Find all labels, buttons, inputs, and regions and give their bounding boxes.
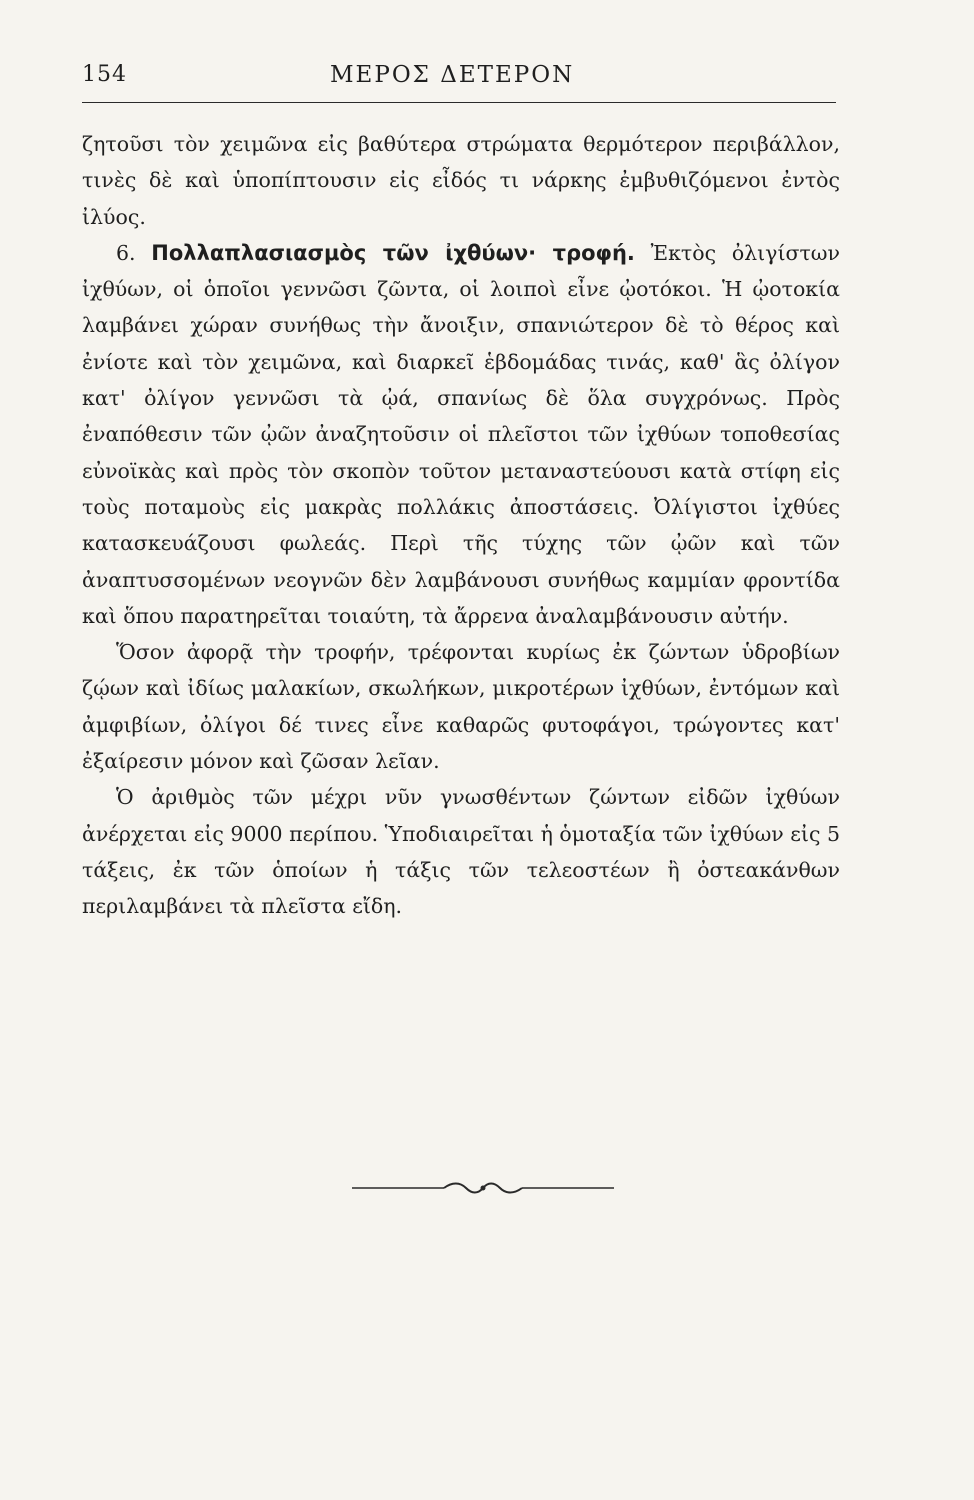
page-header <box>82 62 836 102</box>
body-text <box>82 126 840 925</box>
paragraph-continued: ζητοῦσι τὸν χειμῶνα εἰς βαθύτερα στρώματα θερμότερον περιβάλλον, τινὲς δὲ καὶ ὑποπίπτουσιν εἰς εἶδός τι νάρκης ἐμβυθιζόμενοι ἐντὸς ἰλύος. <box>82 132 840 229</box>
paragraph-food: Ὅσον ἀφορᾷ τὴν τροφήν, τρέφονται κυρίως ἐκ ζώντων ὑδροβίων ζῴων καὶ ἰδίως μαλακίων, σκωλήκων, μικροτέρων ἰχθύων, ἐντόμων καὶ ἀμφιβίων, ὀλίγοι δέ τινες εἶνε καθαρῶς φυτοφάγοι, τρώγοντες κατ' ἐξαίρεσιν μόνον καὶ ζῶσαν λεῖαν. <box>82 640 840 774</box>
section-number: 6. <box>116 240 136 265</box>
header-rule <box>82 102 836 103</box>
running-head: ΜΕΡΟΣ ΔΕΤΕΡΟΝ <box>330 62 575 88</box>
page-number: 154 <box>82 62 127 87</box>
paragraph-species-count: Ὁ ἀριθμὸς τῶν μέχρι νῦν γνωσθέντων ζώντων εἰδῶν ἰχθύων ἀνέρχεται εἰς 9000 περίπου. Ὑποδιαιρεῖται ἡ ὁμοταξία τῶν ἰχθύων εἰς 5 τάξεις, ἐκ τῶν ὁποίων ἡ τάξις τῶν τελεοστέων ἢ ὀστεακάνθων περιλαμβάνει τὰ πλεῖστα εἴδη. <box>82 785 840 919</box>
end-ornament <box>352 1176 614 1200</box>
paragraph-section-6 <box>82 235 840 634</box>
section-heading: Πολλαπλασιασμὸς τῶν ἰχθύων· τροφή. <box>151 240 635 265</box>
section-text: Ἐκτὸς ὀλιγίστων ἰχθύων, οἱ ὁποῖοι γεννῶσι ζῶντα, οἱ λοιποὶ εἶνε ᾠοτόκοι. Ἡ ᾠοτοκία λαμβάνει χώραν συνήθως τὴν ἄνοιξιν, σπανιώτερον δὲ τὸ θέρος καὶ ἐνίοτε καὶ τὸν χειμῶνα, καὶ διαρκεῖ ἑβδομάδας τινάς, καθ' ἃς ὀλίγον κατ' ὀλίγον γεννῶσι τὰ ᾠά, σπανίως δὲ ὅλα συγχρόνως. Πρὸς ἐναπόθεσιν τῶν ᾠῶν ἀναζητοῦσιν οἱ πλεῖστοι τῶν ἰχθύων τοποθεσίας εὐνοϊκὰς καὶ πρὸς τὸν σκοπὸν τοῦτον μεταναστεύουσι κατὰ στίφη εἰς τοὺς ποταμοὺς εἰς μακρὰς πολλάκις ἀποστάσεις. Ὀλίγιστοι ἰχθύες κατασκευάζουσι φωλεάς. Περὶ τῆς τύχης τῶν ᾠῶν καὶ τῶν ἀναπτυσσομένων νεογνῶν δὲν λαμβάνουσι συνήθως καμμίαν φροντίδα καὶ ὅπου παρατηρεῖται τοιαύτη, τὰ ἄρρενα ἀναλαμβάνουσιν αὐτήν. <box>82 240 840 628</box>
